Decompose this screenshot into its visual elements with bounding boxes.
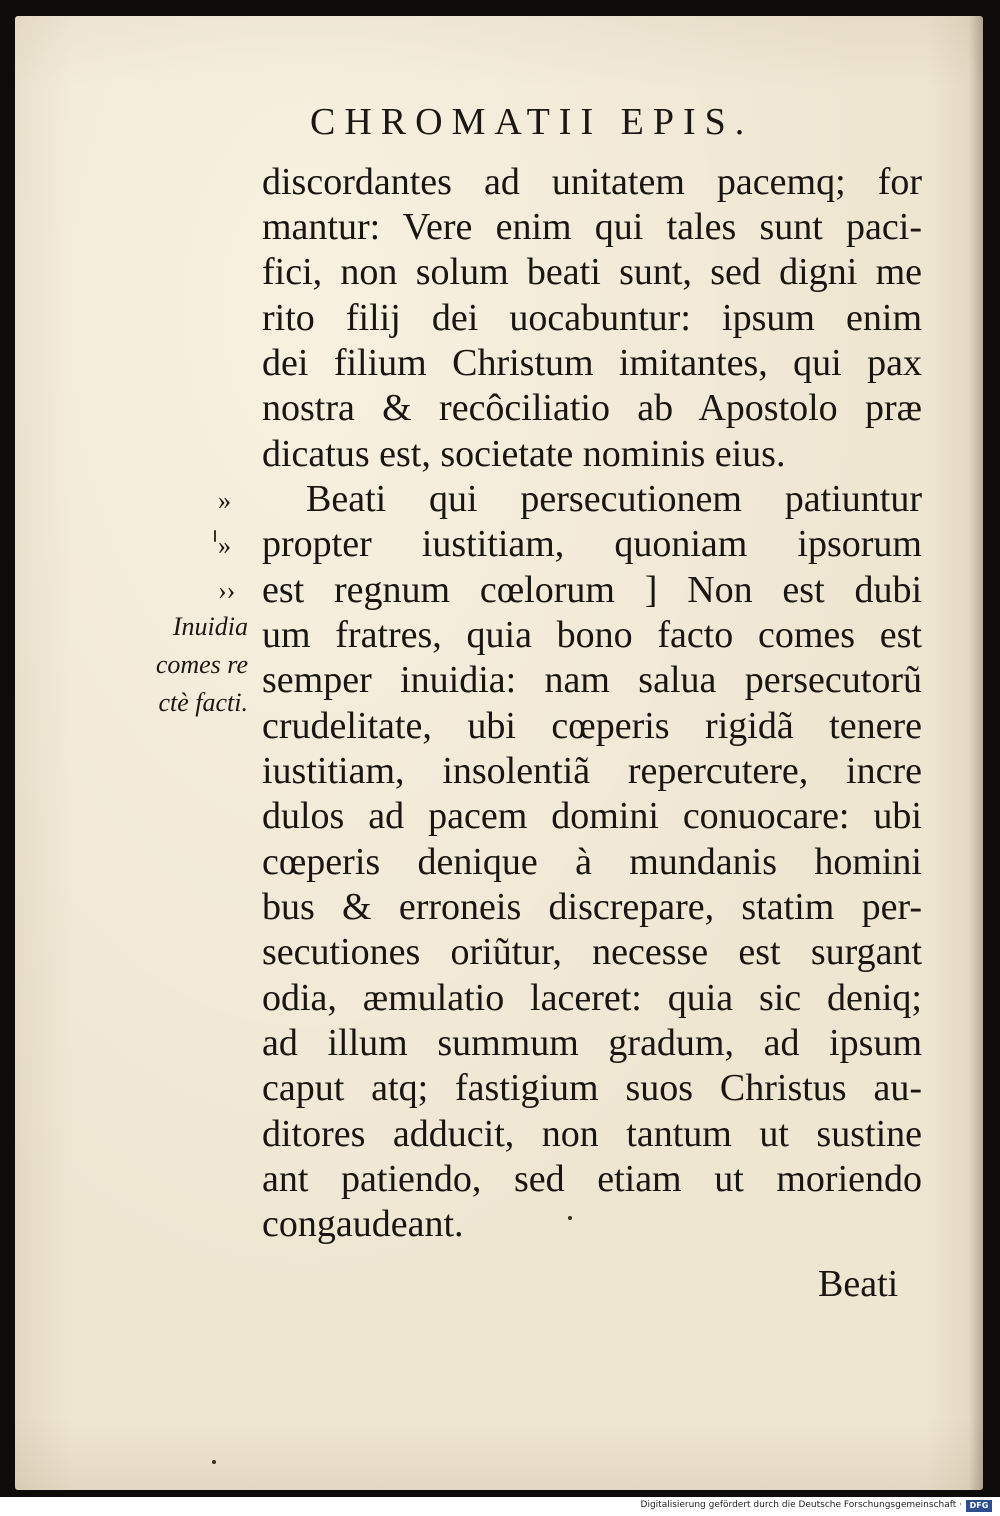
ink-speck (212, 1460, 216, 1464)
catchword: Beati (818, 1263, 899, 1305)
text-line: ant patiendo, sed etiam ut moriendo (262, 1158, 922, 1200)
text-line: congaudeant. (262, 1203, 464, 1245)
text-line: dulos ad pacem domini conuocare: ubi (262, 795, 922, 837)
margin-note-line: ctè facti. (158, 688, 248, 717)
text-line: secutiones oriũtur, necesse est surgant (262, 931, 922, 973)
quote-mark: » (218, 486, 231, 515)
text-line: rito filij dei uocabuntur: ipsum enim (262, 297, 922, 339)
text-line: dicatus est, societate nominis eius. (262, 433, 786, 475)
text-line: dei filium Christum imitantes, qui pax (262, 342, 922, 384)
text-line: crudelitate, ubi cœperis rigidã tenere (262, 705, 922, 747)
text-line: cœperis denique à mundanis homini (262, 841, 922, 883)
margin-note (118, 608, 248, 722)
footer-credit: Digitalisierung gefördert durch die Deutsche Forschungsgemeinschaft · (640, 1500, 962, 1510)
text-line: semper inuidia: nam salua persecutorũ (262, 659, 922, 701)
text-line: nostra & recôciliatio ab Apostolo præ (262, 387, 922, 429)
margin-note-line: comes re (155, 650, 248, 679)
running-head: CHROMATII EPIS. (310, 101, 754, 143)
text-line: caput atq; fastigium suos Christus au- (262, 1067, 922, 1109)
quote-mark: » (218, 531, 231, 560)
text-line: mantur: Vere enim qui tales sunt paci- (262, 206, 922, 248)
text-line: iustitiam, insolentiã repercutere, incre (262, 750, 922, 792)
footer-bar (0, 1497, 1000, 1516)
text-line: odia, æmulatio laceret: quia sic deniq; (262, 977, 922, 1019)
text-line: est regnum cœlorum ] Non est dubi (262, 569, 922, 611)
text-line: um fratres, quia bono facto comes est (262, 614, 922, 656)
text-line: propter iustitiam, quoniam ipsorum (262, 523, 922, 565)
text-line: Beati qui persecutionem patiuntur (306, 478, 922, 520)
quote-mark: ›› (218, 576, 236, 605)
ink-speck (214, 530, 216, 542)
text-line: ditores adducit, non tantum ut sustine (262, 1113, 922, 1155)
margin-note-line: Inuidia (172, 612, 248, 641)
text-line: discordantes ad unitatem pacemq; for (262, 161, 922, 203)
text-line: bus & erroneis discrepare, statim per- (262, 886, 922, 928)
ink-speck (568, 1216, 572, 1220)
dfg-logo: DFG (966, 1500, 992, 1512)
text-line: ad illum summum gradum, ad ipsum (262, 1022, 922, 1064)
text-line: fici, non solum beati sunt, sed digni me (262, 251, 922, 293)
page-edge-shadow (969, 16, 983, 1490)
